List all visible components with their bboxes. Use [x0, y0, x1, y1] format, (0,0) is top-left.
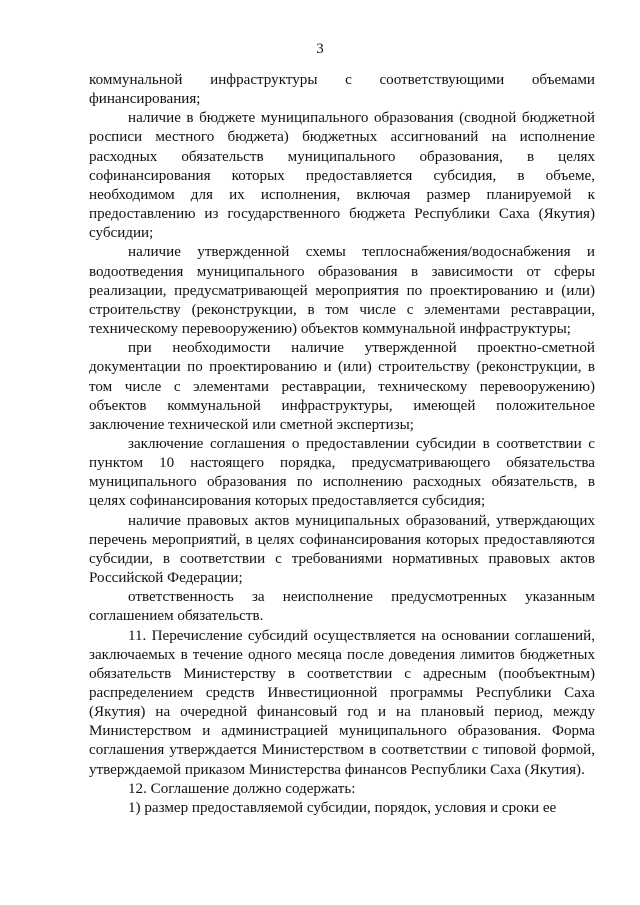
- page-number: 3: [316, 41, 324, 57]
- paragraph: наличие утвержденной схемы теплоснабжения/водоснабжения и водоотведения муниципального образования в зависимости от сферы реализации, предусматривающей мероприятия по проектированию и (или) строительству (реконструкции, в том числе с элементами реставрации, техническому перевооружению) объектов коммунальной инфраструктуры;: [89, 244, 595, 338]
- paragraph: заключение соглашения о предоставлении субсидии в соответствии с пунктом 10 настоящего порядка, предусматривающего обязательства муниципального образования по исполнению расходных обязательств, в целях софинансирования которых предоставляется субсидия;: [89, 435, 595, 510]
- paragraph: 11. Перечисление субсидий осуществляется на основании соглашений, заключаемых в течение одного месяца после доведения лимитов бюджетных обязательств Министерству в соответствии с адресным (пообъектным) распределением средств Инвестиционной программы Республики Саха (Якутия) на очередной финансовый год и на плановый период, между Министерством и администрацией муниципального образования. Форма соглашения утверждается Министерством в соответствии с типовой формой, утверждаемой приказом Министерства финансов Республики Саха (Якутия).: [89, 627, 595, 778]
- paragraph: 12. Соглашение должно содержать:: [128, 780, 356, 797]
- paragraph: наличие правовых актов муниципальных образований, утверждающих перечень мероприятий, в целях софинансирования которых предоставляются субсидии, в соответствии с требованиями нормативных правовых актов Российской Федерации;: [89, 512, 595, 587]
- paragraph: при необходимости наличие утвержденной проектно-сметной документации по проектированию и (или) строительству (реконструкции, в том числе с элементами реставрации, техническому перевооружению) объектов коммунальной инфраструктуры, имеющей положительное заключение технической или сметной экспертизы;: [89, 340, 595, 433]
- paragraph: ответственность за неисполнение предусмотренных указанным соглашением обязательств.: [89, 589, 595, 625]
- document-body: [89, 71, 595, 818]
- paragraph: коммунальной инфраструктуры с соответствующими объемами финансирования;: [89, 72, 595, 108]
- paragraph: наличие в бюджете муниципального образования (сводной бюджетной росписи местного бюджета) бюджетных ассигнований на исполнение расходных обязательств муниципального образования, в целях софинансирования которых предоставляется субсидия, в объеме, необходимом для их исполнения, включая размер планируемой к предоставлению из государственного бюджета Республики Саха (Якутия) субсидии;: [89, 110, 595, 242]
- paragraph: 1) размер предоставляемой субсидии, порядок, условия и сроки ее: [128, 799, 557, 816]
